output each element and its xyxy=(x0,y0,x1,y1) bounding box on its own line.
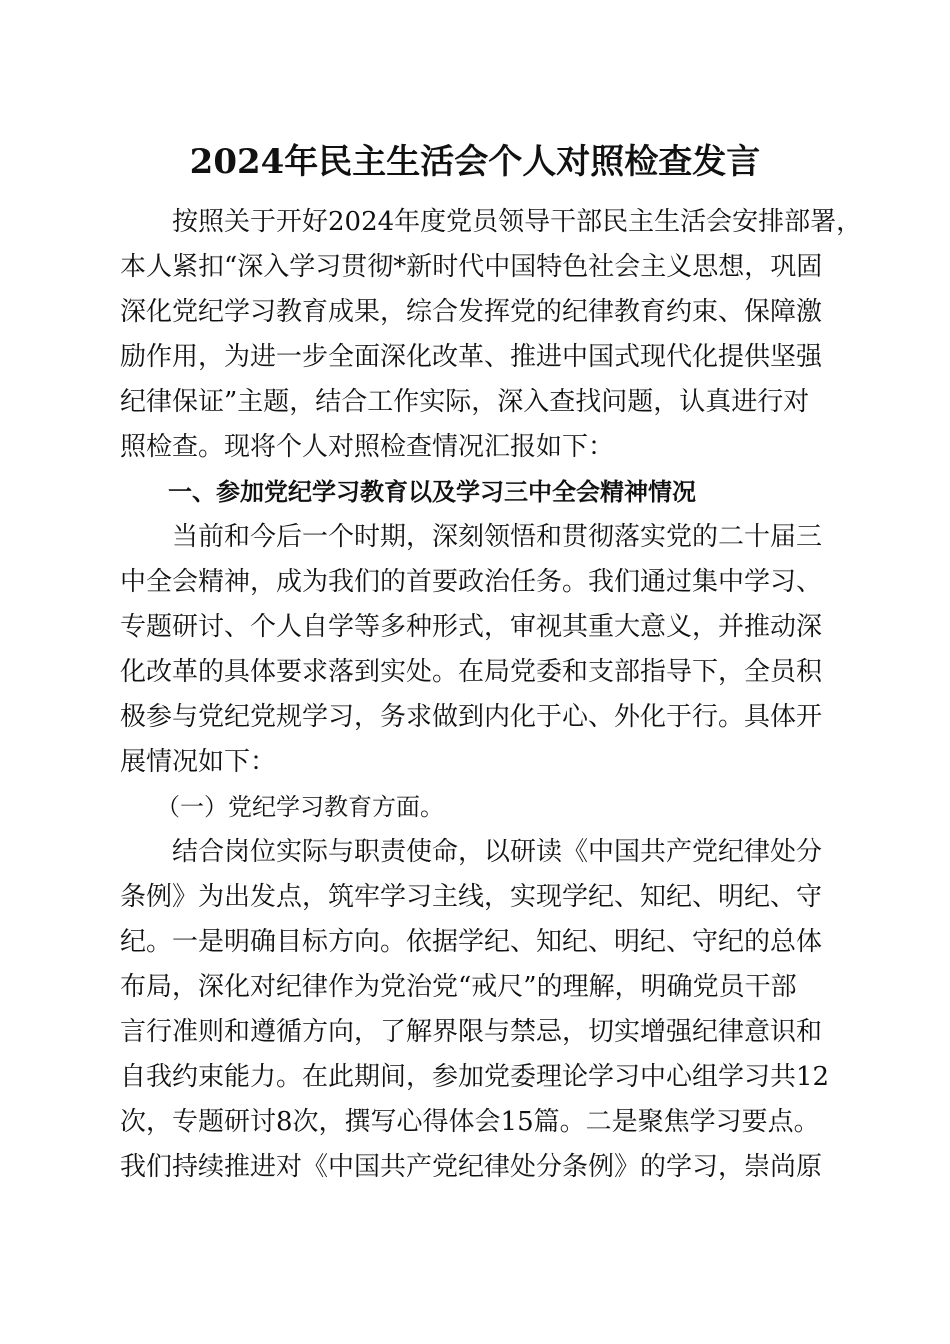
body-line: 励作用，为进一步全面深化改革、推进中国式现代化提供坚强 xyxy=(120,342,823,372)
body-line: 化改革的具体要求落到实处。在局党委和支部指导下，全员积 xyxy=(120,657,823,687)
body-line: 中全会精神，成为我们的首要政治任务。我们通过集中学习、 xyxy=(120,567,823,597)
body-line: 展情况如下： xyxy=(120,747,277,777)
subsection-heading: （一）党纪学习教育方面。 xyxy=(120,793,444,821)
body-line: 结合岗位实际与职责使命，以研读《中国共产党纪律处分 xyxy=(120,837,823,867)
section-heading: 一、参加党纪学习教育以及学习三中全会精神情况 xyxy=(120,478,696,506)
body-line: 我们持续推进对《中国共产党纪律处分条例》的学习，崇尚原 xyxy=(120,1152,823,1182)
body-line: 条例》为出发点，筑牢学习主线，实现学纪、知纪、明纪、守 xyxy=(120,882,823,912)
document-title: 2024年民主生活会个人对照检查发言 xyxy=(189,142,761,182)
body-line: 纪。一是明确目标方向。依据学纪、知纪、明纪、守纪的总体 xyxy=(120,927,823,957)
body-line: 本人紧扣“深入学习贯彻*新时代中国特色社会主义思想，巩固 xyxy=(120,252,823,282)
body-line: 言行准则和遵循方向，了解界限与禁忌，切实增强纪律意识和 xyxy=(120,1017,823,1047)
body-line: 照检查。现将个人对照检查情况汇报如下： xyxy=(120,432,615,462)
body-line: 当前和今后一个时期，深刻领悟和贯彻落实党的二十届三 xyxy=(120,522,823,552)
body-line: 自我约束能力。在此期间，参加党委理论学习中心组学习共12 xyxy=(120,1062,830,1092)
body-line: 按照关于开好2024年度党员领导干部民主生活会安排部署， xyxy=(120,207,863,237)
body-line: 次，专题研讨8次，撰写心得体会15篇。二是聚焦学习要点。 xyxy=(120,1107,820,1137)
body-line: 极参与党纪党规学习，务求做到内化于心、外化于行。具体开 xyxy=(120,702,823,732)
body-line: 纪律保证”主题，结合工作实际，深入查找问题，认真进行对 xyxy=(120,387,810,417)
body-line: 布局，深化对纪律作为党治党“戒尺”的理解，明确党员干部 xyxy=(120,972,797,1002)
body-line: 专题研讨、个人自学等多种形式，审视其重大意义，并推动深 xyxy=(120,612,823,642)
body-line: 深化党纪学习教育成果，综合发挥党的纪律教育约束、保障激 xyxy=(120,297,823,327)
